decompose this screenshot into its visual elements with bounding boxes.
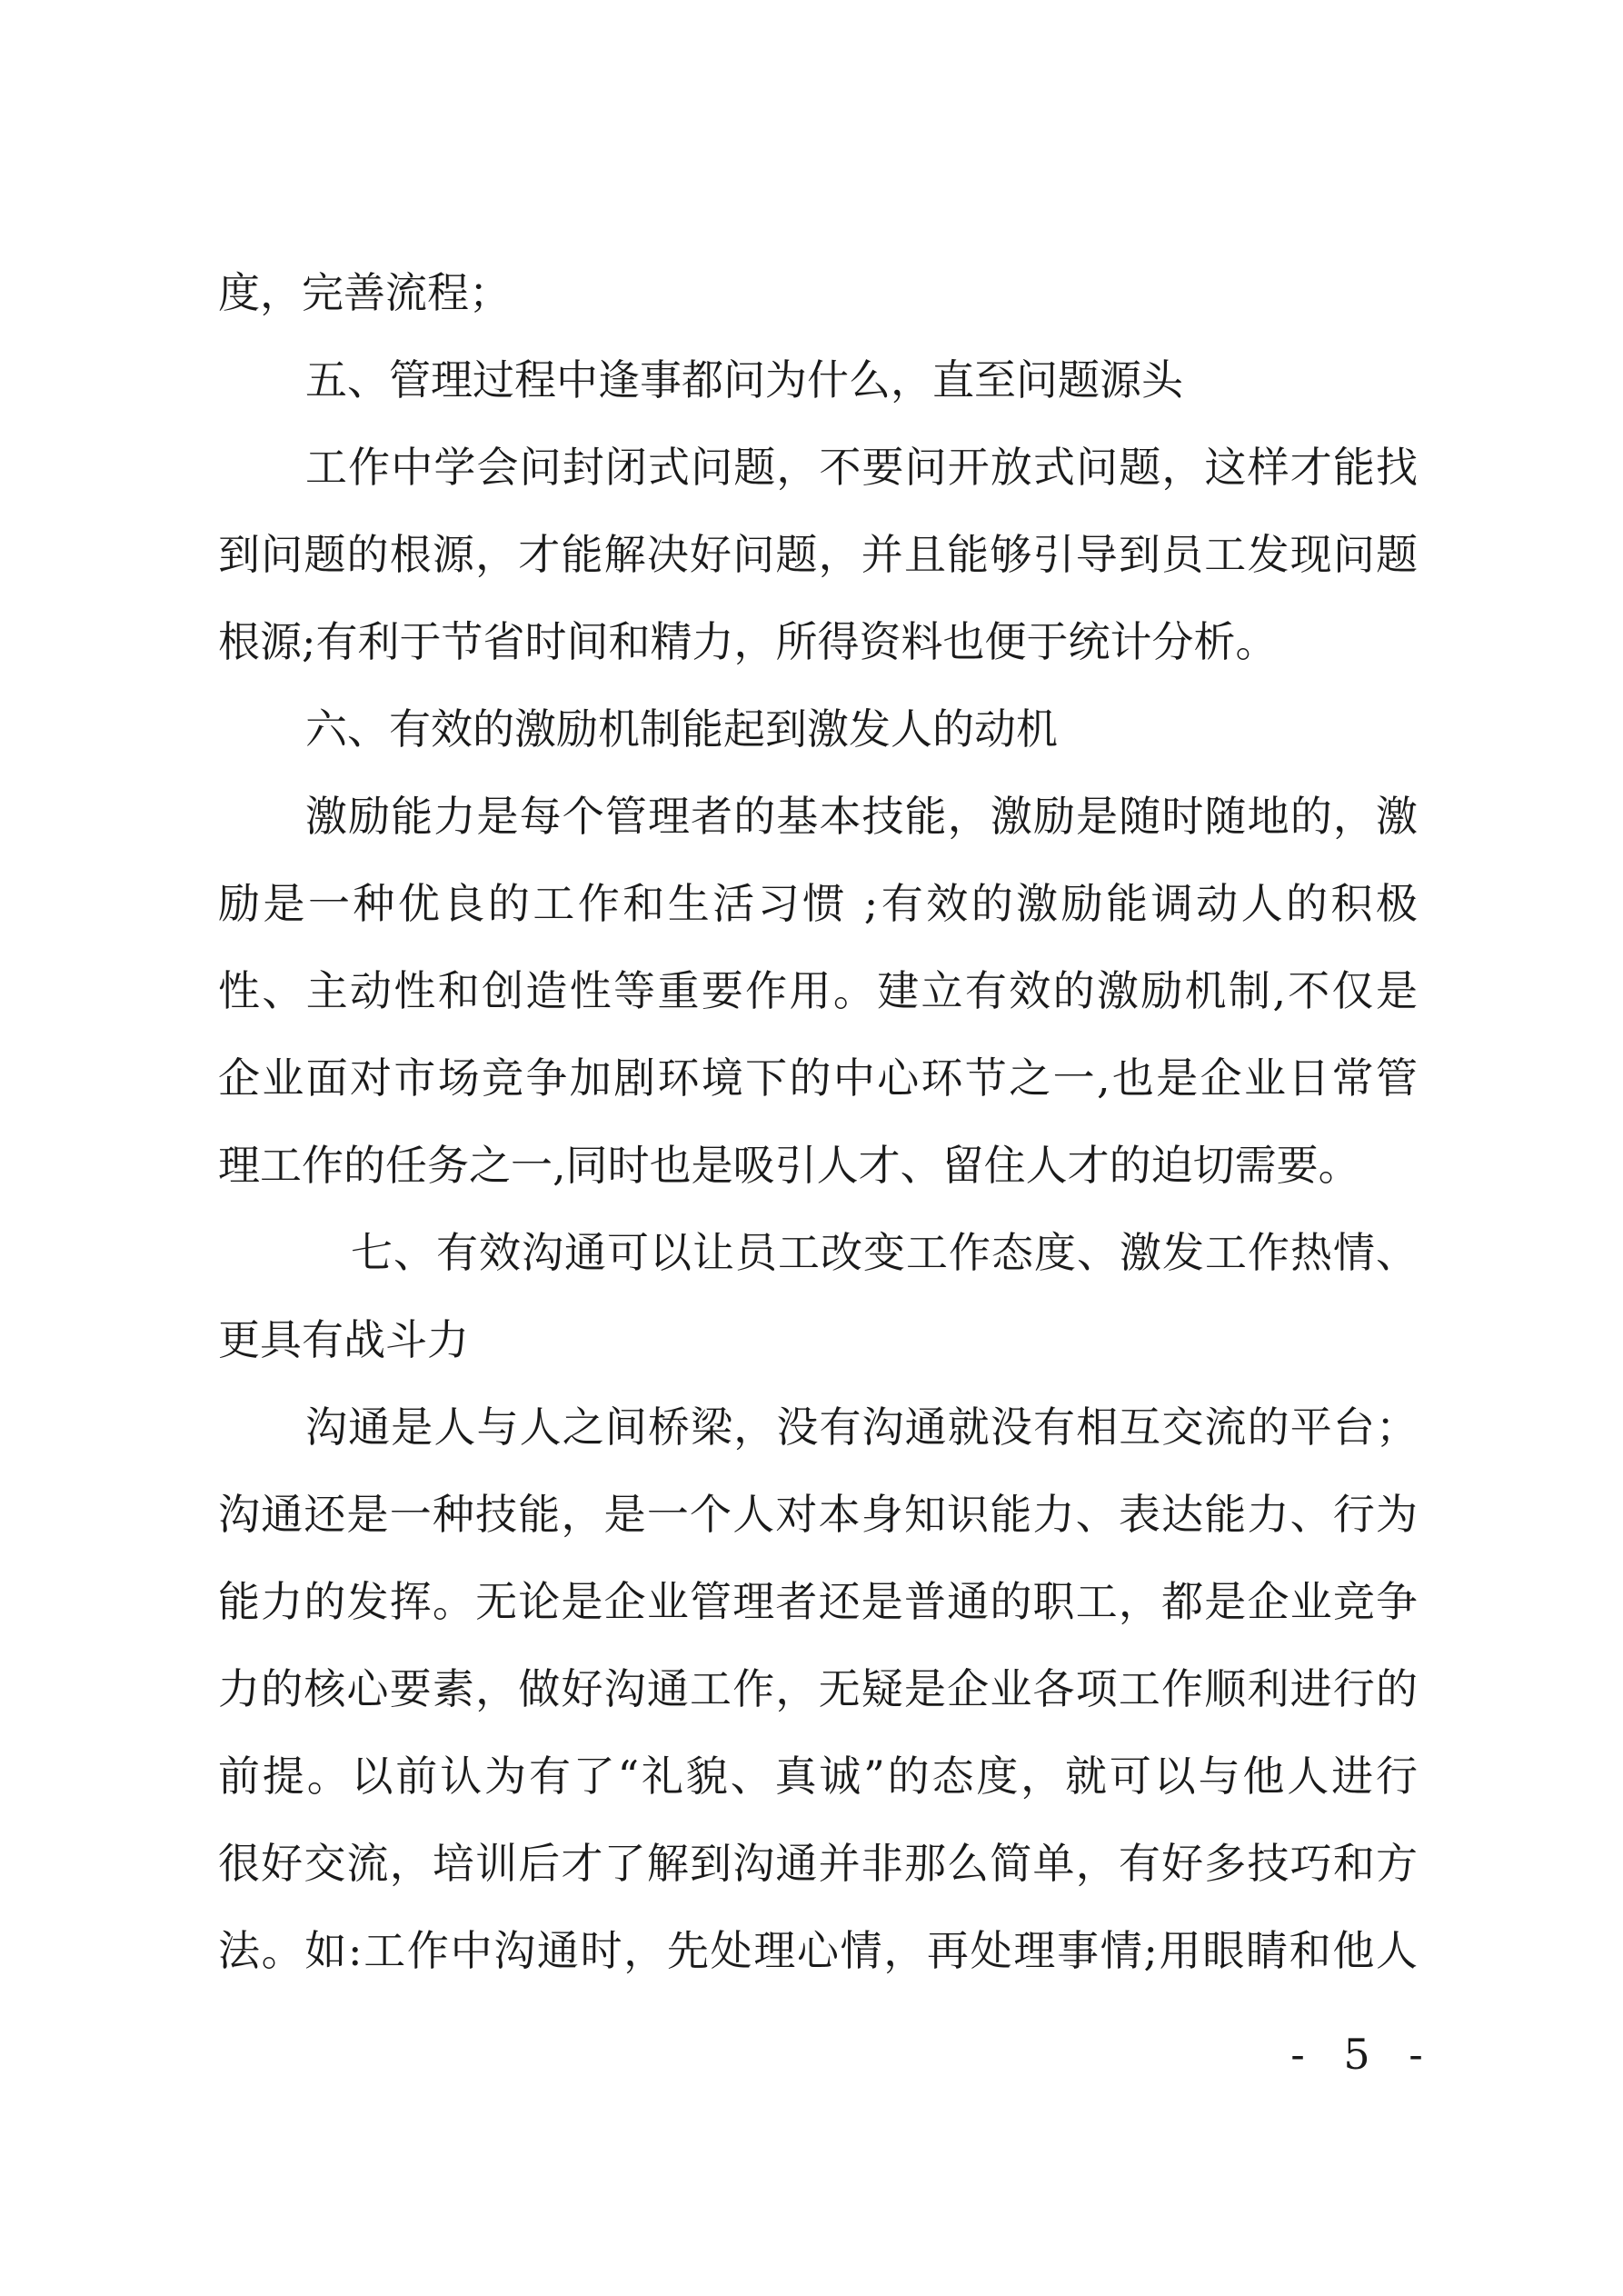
section-heading-5: 五、管理过程中逢事都问为什么，直至问题源头 xyxy=(305,355,1183,404)
text-line: 前提。以前认为有了“礼貌、真诚”的态度，就可以与他人进行 xyxy=(218,1752,1418,1801)
section-heading-7-cont: 更具有战斗力 xyxy=(218,1315,469,1364)
text-line: 法。如:工作中沟通时，先处理心情，再处理事情;用眼睛和他人 xyxy=(218,1926,1418,1975)
text-line: 企业面对市场竞争加剧环境下的中心环节之一,也是企业日常管 xyxy=(218,1053,1418,1103)
text-line: 理工作的任务之一,同时也是吸引人才、留住人才的迫切需要。 xyxy=(218,1141,1360,1190)
text-line: 很好交流，培训后才了解到沟通并非那么简单，有好多技巧和方 xyxy=(218,1839,1418,1888)
section-heading-6: 六、有效的激励机制能起到激发人的动机 xyxy=(305,704,1058,754)
text-line: 沟通还是一种技能，是一个人对本身知识能力、表达能力、行为 xyxy=(218,1490,1418,1539)
text-line: 到问题的根源，才能解决好问题，并且能够引导到员工发现问题 xyxy=(218,530,1418,579)
text-line: 工作中学会问封闭式问题，不要问开放式问题，这样才能找 xyxy=(305,443,1418,492)
text-line: 力的核心要素，做好沟通工作，无疑是企业各项工作顺利进行的 xyxy=(218,1664,1418,1713)
text-line: 根源;有利于节省时间和精力，所得资料也便于统计分析。 xyxy=(218,617,1278,666)
section-heading-7: 七、有效沟通可以让员工改变工作态度、激发工作热情、 xyxy=(351,1228,1418,1277)
page-number: - 5 - xyxy=(1290,2030,1436,2079)
text-line: 度，完善流程； xyxy=(218,268,511,317)
text-line: 励是一种优良的工作和生活习惯 ;有效的激励能调动人的积极 xyxy=(218,879,1418,928)
text-line: 能力的发挥。无论是企业管理者还是普通的职工，都是企业竞争 xyxy=(218,1577,1418,1626)
text-line: 性、主动性和创造性等重要作用。建立有效的激励机制,不仅是 xyxy=(218,966,1418,1015)
text-line: 激励能力是每个管理者的基本技能，激励是随时随地的，激 xyxy=(305,792,1418,841)
text-line: 沟通是人与人之间桥梁，没有沟通就没有相互交流的平台； xyxy=(305,1403,1418,1452)
